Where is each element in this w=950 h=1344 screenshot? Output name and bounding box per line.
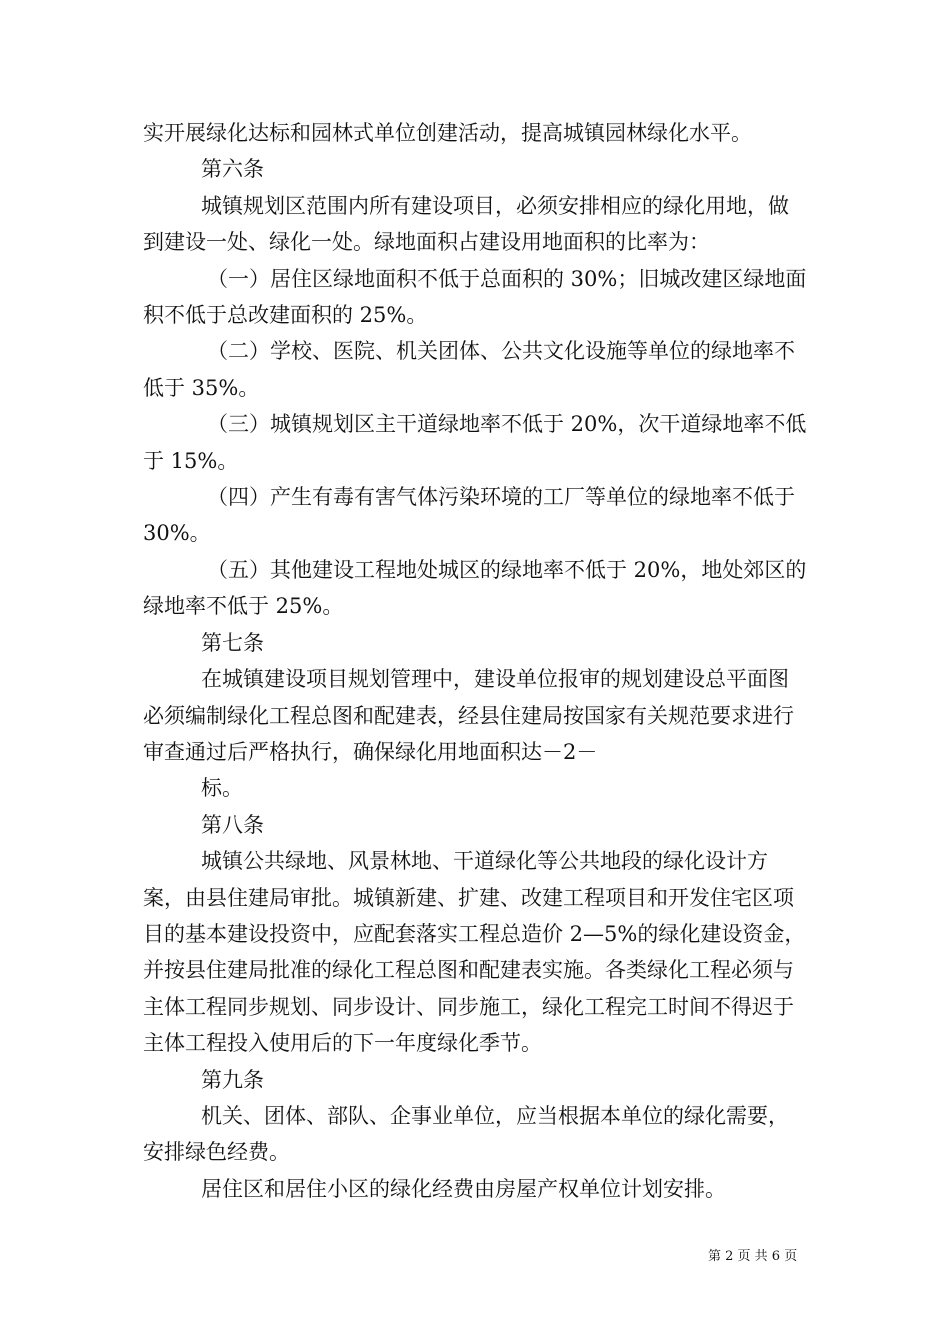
- article-heading-7: 第七条: [201, 630, 264, 655]
- page-number: 第 2 页 共 6 页: [708, 1249, 798, 1264]
- list-item-3: （三）城镇规划区主干道绿地率不低于 20%，次干道绿地率不低于 15%。: [143, 412, 807, 473]
- document-body: [143, 115, 807, 1207]
- paragraph-continuation: 实开展绿化达标和园林式单位创建活动，提高城镇园林绿化水平。: [143, 121, 752, 145]
- list-item-5: （五）其他建设工程地处城区的绿地率不低于 20%，地处郊区的绿地率不低于 25%。: [143, 557, 807, 619]
- article-heading-8: 第八条: [201, 812, 264, 837]
- paragraph: 城镇公共绿地、风景林地、干道绿化等公共地段的绿化设计方案，由县住建局审批。城镇新建、扩建、改建工程项目和开发住宅区项目的基本建设投资中，应配套落实工程总造价 2—5%的绿化建设资金，并按县住建局批准的绿化工程总图和配建表实施。各类绿化工程必须与主体工程同步规划、同步设计、同步施工，绿化工程完工时间不得迟于主体工程投入使用后的下一年度绿化季节。: [143, 849, 806, 1056]
- paragraph: 在城镇建设项目规划管理中，建设单位报审的规划建设总平面图必须编制绿化工程总图和配建表，经县住建局按国家有关规范要求进行审查通过后严格执行，确保绿化用地面积达－2－: [143, 667, 794, 764]
- list-item-4: （四）产生有毒有害气体污染环境的工厂等单位的绿地率不低于 30%。: [143, 485, 795, 546]
- paragraph: 机关、团体、部队、企事业单位，应当根据本单位的绿化需要，安排绿色经费。: [143, 1103, 789, 1165]
- list-item-1: （一）居住区绿地面积不低于总面积的 30%；旧城改建区绿地面积不低于总改建面积的 25%。: [143, 266, 807, 328]
- paragraph: 居住区和居住小区的绿化经费由房屋产权单位计划安排。: [201, 1176, 726, 1201]
- article-heading-6: 第六条: [201, 157, 264, 182]
- article-heading-9: 第九条: [201, 1067, 264, 1092]
- paragraph: 城镇规划区范围内所有建设项目，必须安排相应的绿化用地，做到建设一处、绿化一处。绿地面积占建设用地面积的比率为：: [143, 193, 789, 255]
- list-item-2: （二）学校、医院、机关团体、公共文化设施等单位的绿地率不低于 35%。: [143, 339, 795, 400]
- paragraph-tail: 标。: [201, 776, 243, 801]
